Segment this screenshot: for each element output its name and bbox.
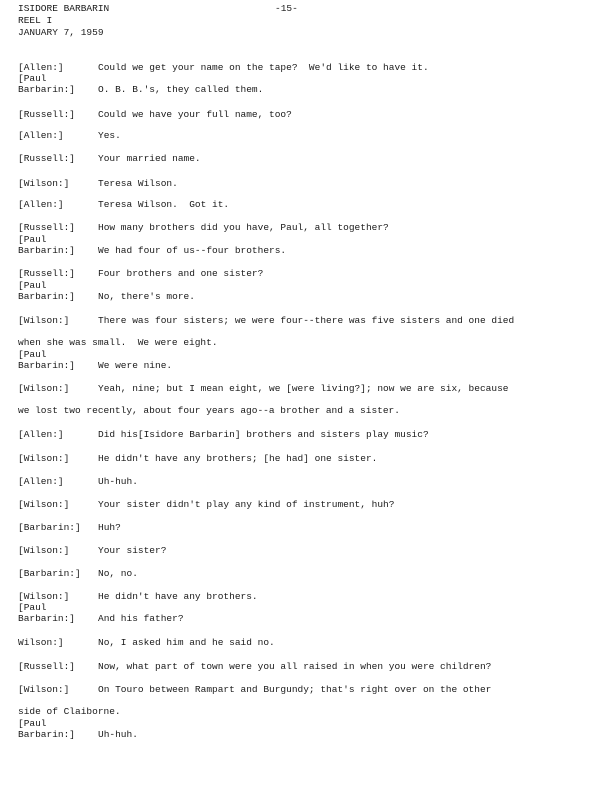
speaker-label: [Russell:] bbox=[18, 153, 76, 164]
speech-text: Now, what part of town were you all raised in when you were children? bbox=[98, 661, 492, 672]
speaker-label: [Russell:] bbox=[18, 661, 76, 672]
header-reel: REEL I bbox=[18, 15, 53, 26]
speech-text: How many brothers did you have, Paul, all together? bbox=[98, 222, 389, 233]
header-name: ISIDORE BARBARIN bbox=[18, 3, 110, 14]
speech-text: He didn't have any brothers. bbox=[98, 591, 258, 602]
speech-text: There was four sisters; we were four--there was five sisters and one died bbox=[98, 315, 515, 326]
speech-continuation: when she was small. We were eight. bbox=[18, 337, 218, 348]
speaker-first-name: [Paul bbox=[18, 602, 47, 613]
speaker-label: [Barbarin:] bbox=[18, 522, 81, 533]
speech-text: O. B. B.'s, they called them. bbox=[98, 84, 264, 95]
speech-text: Did his[Isidore Barbarin] brothers and sisters play music? bbox=[98, 429, 429, 440]
speech-text: We were nine. bbox=[98, 360, 173, 371]
speech-text: No, there's more. bbox=[98, 291, 195, 302]
speaker-first-name: [Paul bbox=[18, 73, 47, 84]
speech-text: Your sister didn't play any kind of instrument, huh? bbox=[98, 499, 395, 510]
speech-text: On Touro between Rampart and Burgundy; that's right over on the other bbox=[98, 684, 492, 695]
speech-text: Four brothers and one sister? bbox=[98, 268, 264, 279]
speech-text: Could we have your full name, too? bbox=[98, 109, 292, 120]
speech-continuation: side of Claiborne. bbox=[18, 706, 121, 717]
speaker-label: [Wilson:] bbox=[18, 383, 70, 394]
speech-text: Teresa Wilson. bbox=[98, 178, 178, 189]
speaker-label: [Barbarin:] bbox=[18, 568, 81, 579]
speaker-label: Barbarin:] bbox=[18, 245, 76, 256]
speaker-label: [Russell:] bbox=[18, 109, 76, 120]
speech-text: Huh? bbox=[98, 522, 121, 533]
speaker-label: [Wilson:] bbox=[18, 545, 70, 556]
speaker-label: [Wilson:] bbox=[18, 499, 70, 510]
speaker-label: [Allen:] bbox=[18, 130, 64, 141]
speaker-label: [Allen:] bbox=[18, 62, 64, 73]
speaker-label: [Russell:] bbox=[18, 222, 76, 233]
page-number: -15- bbox=[275, 3, 298, 14]
speaker-label: Barbarin:] bbox=[18, 360, 76, 371]
speaker-first-name: [Paul bbox=[18, 349, 47, 360]
speaker-label: [Wilson:] bbox=[18, 453, 70, 464]
speaker-label: [Wilson:] bbox=[18, 315, 70, 326]
speaker-first-name: [Paul bbox=[18, 280, 47, 291]
speaker-label: Wilson:] bbox=[18, 637, 64, 648]
speech-text: Uh-huh. bbox=[98, 729, 138, 740]
speaker-label: [Wilson:] bbox=[18, 591, 70, 602]
speaker-label: [Wilson:] bbox=[18, 178, 70, 189]
speaker-label: Barbarin:] bbox=[18, 729, 76, 740]
speaker-label: Barbarin:] bbox=[18, 291, 76, 302]
speech-continuation: we lost two recently, about four years ago--a brother and a sister. bbox=[18, 405, 400, 416]
speaker-label: [Russell:] bbox=[18, 268, 76, 279]
speaker-label: [Allen:] bbox=[18, 476, 64, 487]
speech-text: Your sister? bbox=[98, 545, 167, 556]
document-header bbox=[18, 3, 109, 39]
speech-text: Your married name. bbox=[98, 153, 201, 164]
speaker-label: Barbarin:] bbox=[18, 613, 76, 624]
speaker-label: [Allen:] bbox=[18, 429, 64, 440]
speech-text: He didn't have any brothers; [he had] one sister. bbox=[98, 453, 378, 464]
speaker-first-name: [Paul bbox=[18, 234, 47, 245]
header-date: JANUARY 7, 1959 bbox=[18, 27, 104, 38]
speaker-label: [Wilson:] bbox=[18, 684, 70, 695]
speech-text: Yeah, nine; but I mean eight, we [were living?]; now we are six, because bbox=[98, 383, 509, 394]
speech-text: Could we get your name on the tape? We'd like to have it. bbox=[98, 62, 429, 73]
speaker-label: Barbarin:] bbox=[18, 84, 76, 95]
speech-text: And his father? bbox=[98, 613, 184, 624]
speech-text: Yes. bbox=[98, 130, 121, 141]
speech-text: No, no. bbox=[98, 568, 138, 579]
speech-text: Teresa Wilson. Got it. bbox=[98, 199, 230, 210]
speech-text: No, I asked him and he said no. bbox=[98, 637, 275, 648]
speech-text: We had four of us--four brothers. bbox=[98, 245, 287, 256]
speaker-label: [Allen:] bbox=[18, 199, 64, 210]
speaker-first-name: [Paul bbox=[18, 718, 47, 729]
speech-text: Uh-huh. bbox=[98, 476, 138, 487]
